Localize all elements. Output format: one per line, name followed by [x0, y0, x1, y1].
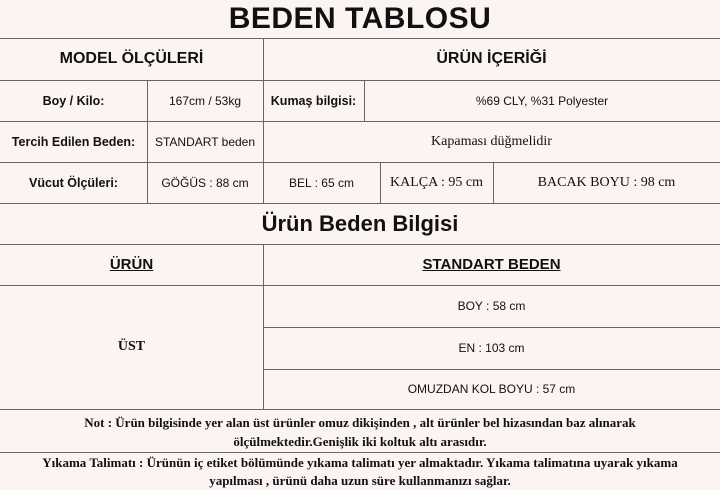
sleeve-length-measurement: OMUZDAN KOL BOYU : 57 cm [407, 382, 576, 396]
waist-value: BEL : 65 cm [289, 175, 354, 190]
body-measurements-label: Vücut Ölçüleri: [29, 175, 118, 190]
note-line-1: Not : Ürün bilgisinde yer alan üst ürünler omuz dikişinden , alt ürünler bel hizasından baz alınarak [84, 415, 636, 430]
chest-value: GÖĞÜS : 88 cm [161, 175, 249, 190]
size-info-title: Ürün Beden Bilgisi [261, 210, 459, 236]
product-name: ÜST [117, 339, 146, 354]
preferred-size-value: STANDART beden [154, 134, 256, 149]
wash-line-1: Yıkama Talimatı : Ürünün iç etiket bölümünde yıkama talimatı yer almaktadır. Yıkama talimatına uyarak yıkama [42, 455, 678, 470]
fabric-label: Kumaş bilgisi: [270, 93, 357, 108]
height-weight-value: 167cm / 53kg [168, 93, 242, 108]
measurement-note [0, 410, 720, 452]
washing-instructions [0, 453, 720, 490]
standard-size-column-header: STANDART BEDEN [422, 256, 561, 273]
hip-value: KALÇA : 95 cm [390, 174, 483, 190]
product-column-header: ÜRÜN [109, 256, 154, 273]
note-line-2: ölçülmektedir.Genişlik iki koltuk altı arasıdır. [233, 434, 487, 449]
preferred-size-label: Tercih Edilen Beden: [11, 134, 136, 149]
height-weight-label: Boy / Kilo: [42, 93, 105, 108]
closure-info: Kapaması düğmelidir [431, 133, 552, 149]
width-measurement: EN : 103 cm [458, 341, 525, 355]
wash-line-2: yapılması , ürünü daha uzun süre kullanmanızı sağlar. [209, 473, 511, 488]
model-measurements-header: MODEL ÖLÇÜLERİ [59, 50, 204, 67]
page-title: BEDEN TABLOSU [228, 2, 492, 35]
fabric-value: %69 CLY, %31 Polyester [475, 93, 609, 108]
length-measurement: BOY : 58 cm [457, 299, 526, 313]
product-content-header: ÜRÜN İÇERİĞİ [436, 50, 547, 67]
leg-length-value: BACAK BOYU : 98 cm [537, 174, 676, 190]
